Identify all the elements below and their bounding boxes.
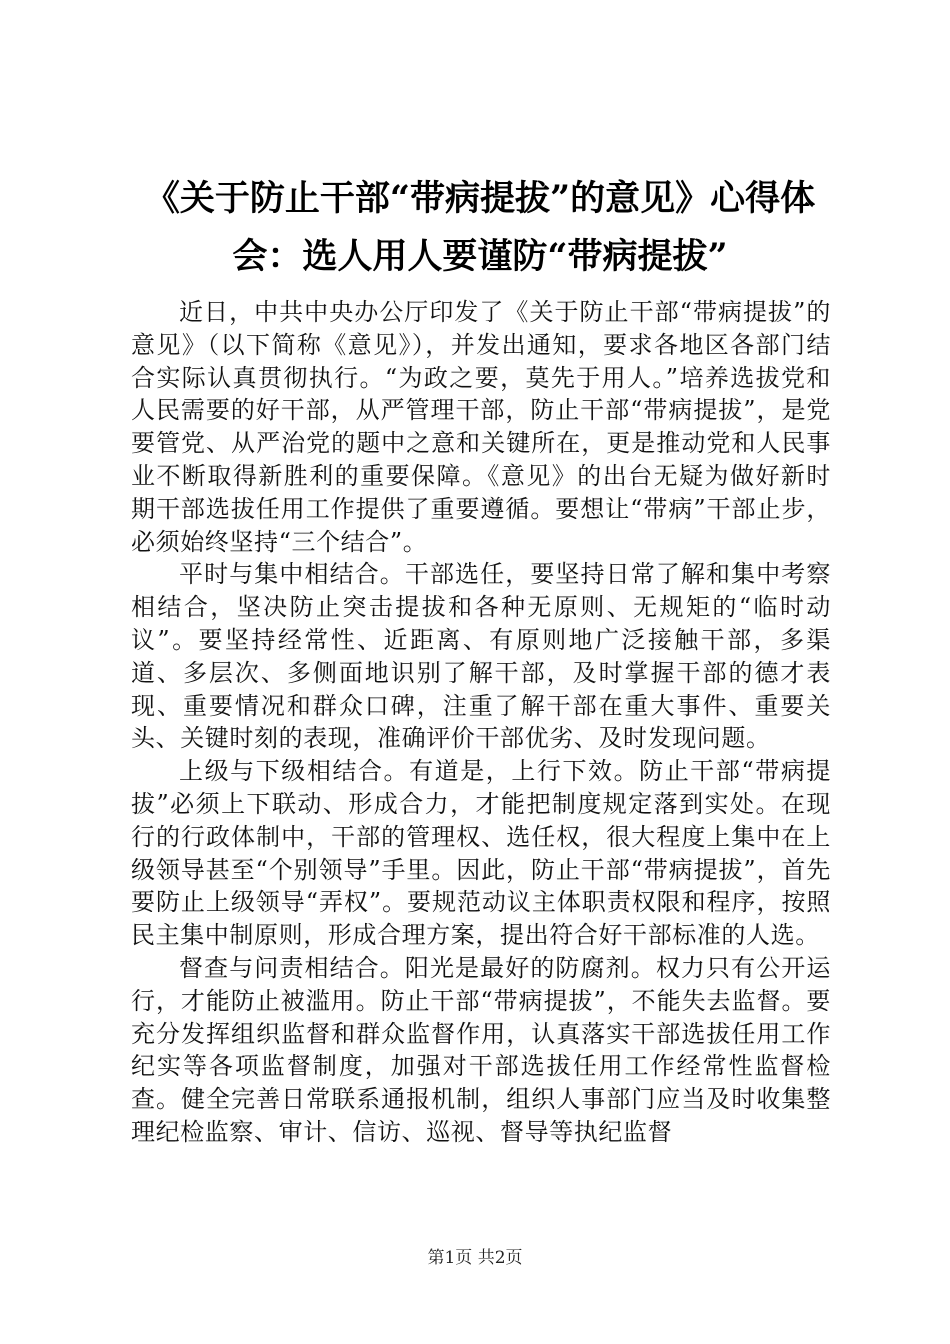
title-line-2: 会：选人用人要谨防“带病提拔”: [232, 236, 728, 277]
paragraph-routine-and-focused: 平时与集中相结合。干部选任，要坚持日常了解和集中考察相结合，坚决防止突击提拔和各种无原则、无规矩的“临时动议”。要坚持经常性、近距离、有原则地广泛接触干部，多渠道、多层次、多侧面地识别了解干部，及时掌握干部的德才表现、重要情况和群众口碑，注重了解干部在重大事件、重要关头、关键时刻的表现，准确评价干部优劣、及时发现问题。: [131, 560, 831, 753]
page-number-label: 第1页 共2页: [427, 1248, 523, 1268]
page-footer: [0, 1243, 950, 1268]
document-body: [131, 296, 831, 1149]
paragraph-intro: 近日，中共中央办公厅印发了《关于防止干部“带病提拔”的意见》（以下简称《意见》），并发出通知，要求各地区各部门结合实际认真贯彻执行。“为政之要，莫先于用人。”培养选拔党和人民需要的好干部，从严管理干部，防止干部“带病提拔”，是党要管党、从严治党的题中之意和关键所在，更是推动党和人民事业不断取得新胜利的重要保障。《意见》的出台无疑为做好新时期干部选拔任用工作提供了重要遵循。要想让“带病”干部止步，必须始终坚持“三个结合”。: [131, 298, 831, 556]
paragraph-upper-and-lower: 上级与下级相结合。有道是，上行下效。防止干部“带病提拔”必须上下联动、形成合力，才能把制度规定落到实处。在现行的行政体制中，干部的管理权、选任权，很大程度上集中在上级领导甚至“个别领导”手里。因此，防止干部“带病提拔”，首先要防止上级领导“弄权”。要规范动议主体职责权限和程序，按照民主集中制原则，形成合理方案，提出符合好干部标准的人选。: [131, 757, 831, 950]
title-line-1: 《关于防止干部“带病提拔”的意见》心得体: [144, 178, 816, 219]
paragraph-supervision-and-accountability: 督查与问责相结合。阳光是最好的防腐剂。权力只有公开运行，才能防止被滥用。防止干部“带病提拔”，不能失去监督。要充分发挥组织监督和群众监督作用，认真落实干部选拔任用工作纪实等各项监督制度，加强对干部选拔任用工作经常性监督检查。健全完善日常联系通报机制，组织人事部门应当及时收集整理纪检监察、审计、信访、巡视、督导等执纪监督: [131, 953, 831, 1146]
document-title: [120, 170, 840, 286]
